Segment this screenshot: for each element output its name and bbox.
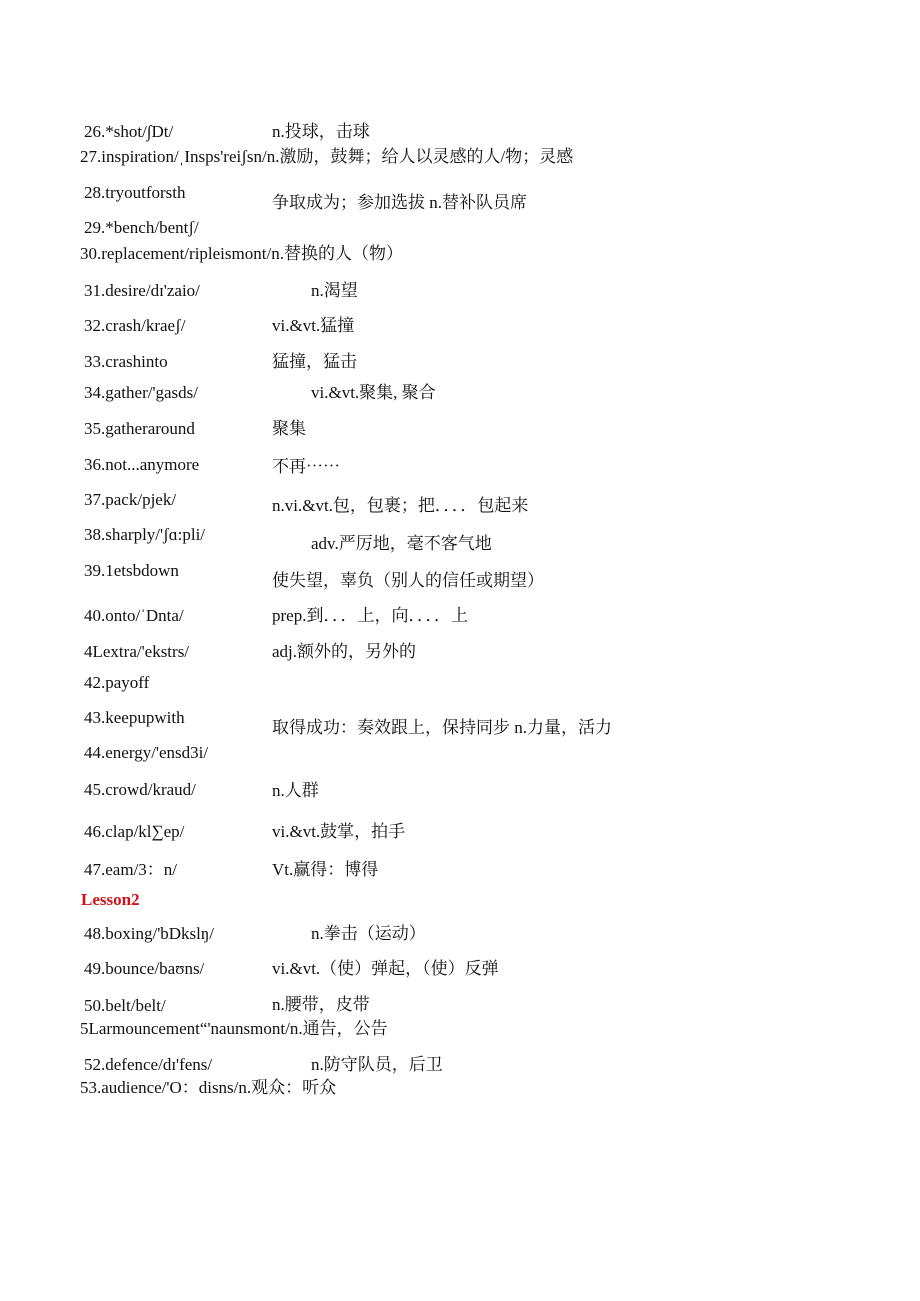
vocab-definition: adj.额外的，另外的 <box>272 642 417 661</box>
vocab-word: 46.clap/kl∑ep/ <box>84 822 185 841</box>
vocab-definition: 争取成为；参加选拔 n.替补队员席 <box>272 193 527 212</box>
vocab-word: 45.crowd/kraud/ <box>84 780 196 799</box>
vocab-definition: 猛撞，猛击 <box>272 352 357 371</box>
vocab-word: 49.bounce/baʊns/ <box>84 959 205 978</box>
vocab-word: 29.*bench/bentʃ/ <box>84 218 199 237</box>
vocab-word: 43.keepupwith <box>84 708 185 727</box>
vocab-definition: 聚集 <box>272 419 306 438</box>
vocab-word: 52.defence/dɪ'fens/ <box>84 1055 213 1074</box>
vocab-definition: vi.&vt.（使）弹起，（使）反弹 <box>272 959 499 978</box>
vocab-word: 40.onto/ˈDnta/ <box>84 606 184 625</box>
vocab-definition: adv.严厉地，毫不客气地 <box>311 534 492 553</box>
vocab-word: 42.payoff <box>84 673 150 692</box>
vocab-definition: n.人群 <box>272 781 319 800</box>
vocab-definition: vi.&vt.聚集, 聚合 <box>311 383 436 402</box>
section-heading: Lesson2 <box>81 890 140 909</box>
vocab-word: 31.desire/dɪ'zaio/ <box>84 281 200 300</box>
vocab-definition: n.渴望 <box>311 281 358 300</box>
vocab-definition: 不再⋯⋯ <box>272 457 340 476</box>
vocab-word: 35.gatheraround <box>84 419 195 438</box>
vocab-definition: 使失望，辜负（别人的信任或期望） <box>272 571 544 590</box>
vocab-definition: vi.&vt.猛撞 <box>272 316 355 335</box>
vocab-word: 38.sharply/'ʃɑ:pli/ <box>84 525 206 544</box>
vocab-word: 53.audience/'O：disns/n.观众：听众 <box>80 1078 337 1097</box>
vocab-definition: vi.&vt.鼓掌，拍手 <box>272 822 406 841</box>
vocab-definition: Vt.赢得：博得 <box>272 860 379 879</box>
vocab-word: 47.eam/3：n/ <box>84 860 178 879</box>
vocab-word: 37.pack/pjek/ <box>84 490 177 509</box>
vocab-definition: n.投球，击球 <box>272 122 370 141</box>
vocab-definition: prep.到．．．上，向．．．．上 <box>272 606 468 625</box>
vocab-word: 36.not...anymore <box>84 455 200 474</box>
vocab-definition: n.vi.&vt.包，包裹；把．．．．包起来 <box>272 496 529 515</box>
vocab-word: 48.boxing/'bDkslŋ/ <box>84 924 215 943</box>
vocab-word: 27.inspiration/ˌInsps'reiʃsn/n.激励，鼓舞；给人以灵感的人/物；灵感 <box>80 147 574 166</box>
vocab-word: 32.crash/kraeʃ/ <box>84 316 186 335</box>
vocab-word: 33.crashinto <box>84 352 168 371</box>
vocab-definition: n.防守队员，后卫 <box>311 1055 443 1074</box>
vocab-word: 4Lextra/'ekstrs/ <box>84 642 190 661</box>
vocab-word: 34.gather/'gasds/ <box>84 383 199 402</box>
vocab-word: 39.1etsbdown <box>84 561 179 580</box>
vocab-definition: n.腰带，皮带 <box>272 995 370 1014</box>
vocab-word: 28.tryoutforsth <box>84 183 186 202</box>
vocab-word: 5Larmouncement“'naunsmont/n.通告，公告 <box>80 1019 388 1038</box>
vocab-definition: n.拳击（运动） <box>311 924 426 943</box>
vocab-word: 30.replacement/ripleismont/n.替换的人（物） <box>80 244 403 263</box>
vocab-word: 26.*shot/∫Dt/ <box>84 122 174 141</box>
vocab-word: 50.belt/belt/ <box>84 996 166 1015</box>
vocab-definition: 取得成功：奏效跟上，保持同步 n.力量，活力 <box>272 718 612 737</box>
vocab-word: 44.energy/'ensd3i/ <box>84 743 209 762</box>
